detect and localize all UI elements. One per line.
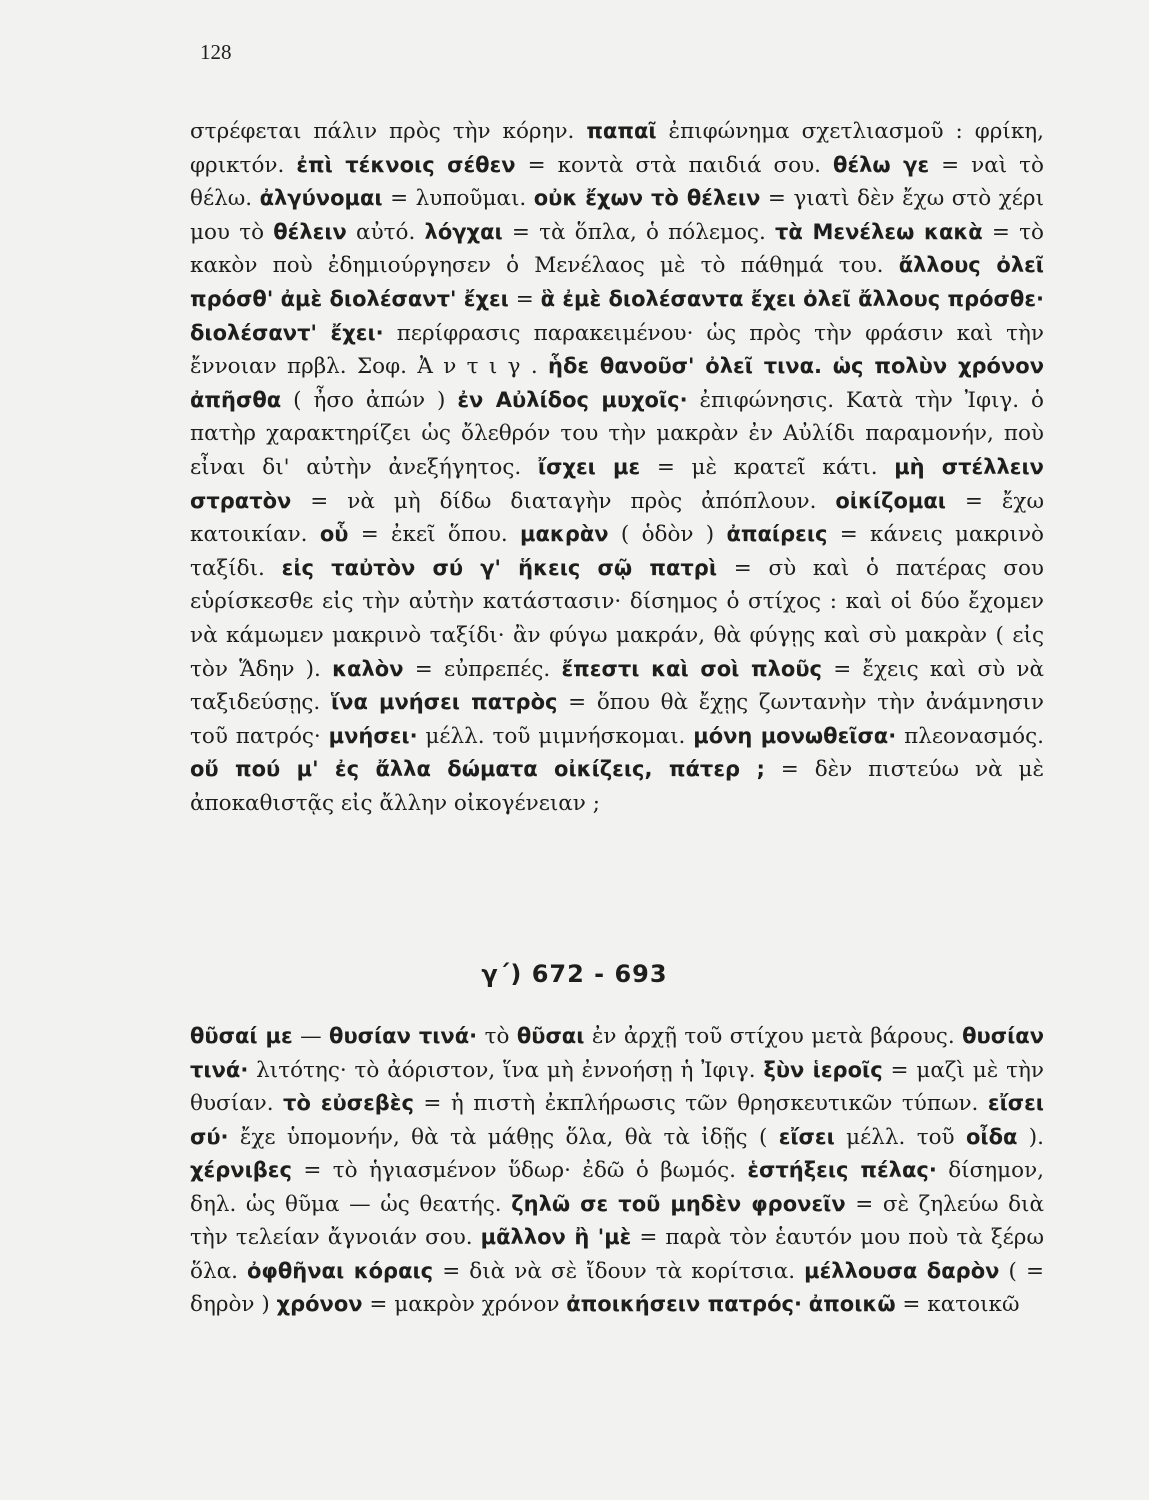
gloss-text: = τὸ ἡγιασμένον ὕδωρ· ἐδῶ ὁ βωμός.: [291, 1158, 748, 1183]
page-number: 128: [200, 40, 232, 64]
lemma-term: μακρὰν: [520, 522, 609, 547]
gloss-text: πλεονασμός.: [896, 723, 1044, 749]
gloss-text: = μακρὸν χρόνον: [362, 1292, 567, 1317]
lemma-term: ἄλλους ὀλεῖ πρόσθ' ἀμὲ διολέσαντ' ἔχει: [190, 253, 1044, 311]
lemma-term: οἶδα: [965, 1124, 1018, 1149]
lemma-term: ἧδε θανοῦσ' ὀλεῖ τινα. ὡς πολὺν χρόνον ἀπῆσθα: [190, 354, 1045, 412]
gloss-text: = τὰ ὅπλα, ὁ πόλεμος.: [502, 219, 776, 245]
gloss-text: = λυποῦμαι.: [382, 186, 534, 212]
lemma-term: ἀποικῶ: [808, 1292, 896, 1316]
gloss-text: =: [508, 286, 541, 312]
lemma-term: εἴσει: [778, 1124, 835, 1149]
gloss-text: τὸ: [477, 1024, 517, 1049]
gloss-text: ἐπιφώνημα σχετλιασμοῦ : φρίκη, φρικτόν.: [190, 119, 1044, 178]
gloss-text: ( ὁδὸν ): [608, 522, 727, 548]
gloss-text: = γιατὶ δὲν ἔχω στὸ χέρι μου τὸ: [190, 186, 1044, 245]
commentary-paragraph-1: [190, 115, 1044, 820]
gloss-text: αὐτό.: [346, 219, 425, 245]
gloss-text: λιτότης· τὸ ἀόριστον, ἵνα μὴ ἐννοήσῃ ἡ Ἰφιγ.: [248, 1057, 764, 1083]
gloss-text: ( = δηρὸν ): [190, 1258, 1044, 1317]
lemma-term: θῦσαι: [516, 1024, 585, 1048]
lemma-term: μᾶλλον ἢ 'μὲ: [480, 1225, 632, 1249]
lemma-term: ἐν Αὐλίδος μυχοῖς·: [457, 387, 688, 412]
lemma-term: εἴσει σύ·: [190, 1091, 1044, 1149]
gloss-text: ἐπιφώνησις. Κατὰ τὴν Ἰφιγ. ὁ πατὴρ χαρακτηρίζει ὡς ὄλεθρόν του τὴν μακρὰν ἐν Αὐλίδι παραμονήν, ποὺ εἶναι δι' αὐτὴν ἀνεξήγητος.: [190, 387, 1044, 480]
gloss-text: = ἔχω κατοικίαν.: [190, 488, 1044, 548]
lemma-term: οὔ πού μ' ἐς ἄλλα δώματα οἰκίζεις, πάτερ ;: [190, 757, 765, 782]
gloss-text: = δὲν πιστεύω νὰ μὲ ἀποκαθιστᾷς εἰς ἄλλην οἰκογένειαν ;: [190, 757, 1044, 816]
lemma-term: ἃ ἐμὲ διολέσαντα ἔχει ὀλεῖ ἄλλους πρόσθε· διολέσαντ' ἔχει·: [190, 286, 1045, 345]
gloss-text: = μαζὶ μὲ τὴν θυσίαν.: [190, 1057, 1044, 1116]
lemma-term: οὗ: [319, 522, 349, 547]
lemma-term: μὴ στέλλειν στρατὸν: [190, 454, 1044, 513]
lemma-term: εἰς ταὐτὸν σύ γ' ἥκεις σῷ πατρὶ: [281, 555, 717, 580]
gloss-text: ἐν ἀρχῇ τοῦ στίχου μετὰ βάρους.: [584, 1024, 963, 1049]
gloss-text: = κάνεις μακρινὸ ταξίδι.: [190, 522, 1044, 581]
gloss-text: = τὸ κακὸν ποὺ ἐδημιούργησεν ὁ Μενέλαος μὲ τὸ πάθημά του.: [190, 219, 1044, 279]
lemma-term: μνήσει·: [328, 723, 418, 748]
lemma-term: θῦσαί με: [190, 1024, 293, 1048]
lemma-term: ἀπαίρεις: [726, 522, 828, 547]
lemma-term: οὐκ ἔχων τὸ θέλειν: [533, 186, 761, 211]
lemma-term: χρόνον: [276, 1292, 363, 1316]
lemma-term: θυσίαν τινά·: [329, 1024, 478, 1048]
lemma-term: λόγχαι: [424, 219, 503, 244]
lemma-term: θέλω γε: [833, 152, 930, 177]
gloss-text: —: [292, 1024, 330, 1049]
gloss-text: = μὲ κρατεῖ κάτι.: [640, 454, 895, 480]
gloss-text: ( ἦσο ἀπών ): [281, 387, 458, 413]
commentary-paragraph-2: [190, 1020, 1044, 1322]
lemma-term: ξὺν ἱεροῖς: [763, 1057, 883, 1082]
gloss-text: = κοντὰ στὰ παιδιά σου.: [515, 152, 834, 178]
gloss-text: = σὲ ζηλεύω διὰ τὴν τελείαν ἄγνοιάν σου.: [190, 1191, 1044, 1250]
lemma-term: θυσίαν τινά·: [190, 1024, 1045, 1082]
gloss-text: = ἐκεῖ ὅπου.: [348, 522, 521, 548]
gloss-text: στρέφεται πάλιν πρὸς τὴν κόρην.: [190, 119, 587, 144]
section-heading: γ΄) 672 - 693: [481, 960, 668, 988]
gloss-text: μέλλ. τοῦ μιμνήσκομαι.: [417, 723, 694, 749]
lemma-term: ἀποικήσειν πατρός·: [566, 1292, 802, 1316]
lemma-term: μέλλουσα δαρὸν: [804, 1258, 1000, 1283]
lemma-term: χέρνιβες: [190, 1158, 292, 1182]
gloss-text: ἔχε ὑπομονήν, θὰ τὰ μάθῃς ὅλα, θὰ τὰ ἰδῇς (: [228, 1124, 779, 1150]
lemma-term: ἵνα μνήσει πατρὸς: [330, 690, 558, 715]
gloss-text: = ἔχεις καὶ σὺ νὰ ταξιδεύσῃς.: [190, 656, 1045, 716]
lemma-term: ἀλγύνομαι: [259, 186, 383, 211]
lemma-term: οἰκίζομαι: [835, 488, 946, 513]
lemma-term: ζηλῶ σε τοῦ μηδὲν φρονεῖν: [511, 1191, 846, 1216]
lemma-term: τὸ εὐσεβὲς: [283, 1091, 414, 1115]
lemma-term: θέλειν: [273, 219, 347, 244]
lemma-term: ἔπεστι καὶ σοὶ πλοῦς: [561, 656, 822, 681]
gloss-text: = ὅπου θὰ ἔχῃς ζωντανὴν τὴν ἀνάμνησιν τοῦ πατρός·: [190, 690, 1045, 749]
gloss-text: [802, 1292, 809, 1317]
lemma-term: ἴσχει με: [537, 454, 641, 479]
gloss-text: περίφρασις παρακειμένου· ὡς πρὸς τὴν φράσιν καὶ τὴν ἔννοιαν πρβλ. Σοφ. Ἀ ν τ ι γ .: [190, 320, 1044, 380]
lemma-term: καλὸν: [332, 656, 404, 681]
gloss-text: = ἡ πιστὴ ἐκπλήρωσις τῶν θρησκευτικῶν τύπων.: [413, 1091, 988, 1116]
gloss-text: = διὰ νὰ σὲ ἴδουν τὰ κορίτσια.: [433, 1258, 805, 1284]
lemma-term: παπαῖ: [586, 119, 657, 143]
lemma-term: ἐπὶ τέκνοις σέθεν: [296, 152, 516, 177]
lemma-term: τὰ Μενέλεω κακὰ: [775, 219, 983, 244]
lemma-term: ἑστήξεις πέλας·: [747, 1158, 937, 1182]
gloss-text: = κατοικῶ: [895, 1292, 1020, 1317]
gloss-text: = σὺ καὶ ὁ πατέρας σου εὑρίσκεσθε εἰς τὴν αὐτὴν κατάστασιν· δίσημος ὁ στίχος : καὶ οἱ δύο ἔχομεν νὰ κάμωμεν μακρινὸ ταξίδι· ἂν φύγω μακράν, θὰ φύγῃς καὶ σὺ μακρὰν ( εἰς τὸν Ἅδην ).: [190, 555, 1044, 682]
lemma-term: ὀφθῆναι κόραις: [247, 1258, 434, 1283]
gloss-text: ).: [1017, 1124, 1044, 1150]
gloss-text: = ναὶ τὸ θέλω.: [190, 152, 1044, 212]
lemma-term: μόνη μονωθεῖσα·: [693, 723, 897, 748]
gloss-text: μέλλ. τοῦ: [834, 1124, 966, 1150]
gloss-text: = παρὰ τὸν ἑαυτόν μου ποὺ τὰ ξέρω ὅλα.: [190, 1225, 1044, 1284]
gloss-text: = νὰ μὴ δίδω διαταγὴν πρὸς ἀπόπλουν.: [291, 488, 836, 514]
gloss-text: δίσημον, δηλ. ὡς θῦμα — ὡς θεατής.: [190, 1158, 1044, 1217]
gloss-text: = εὐπρεπές.: [403, 656, 562, 682]
